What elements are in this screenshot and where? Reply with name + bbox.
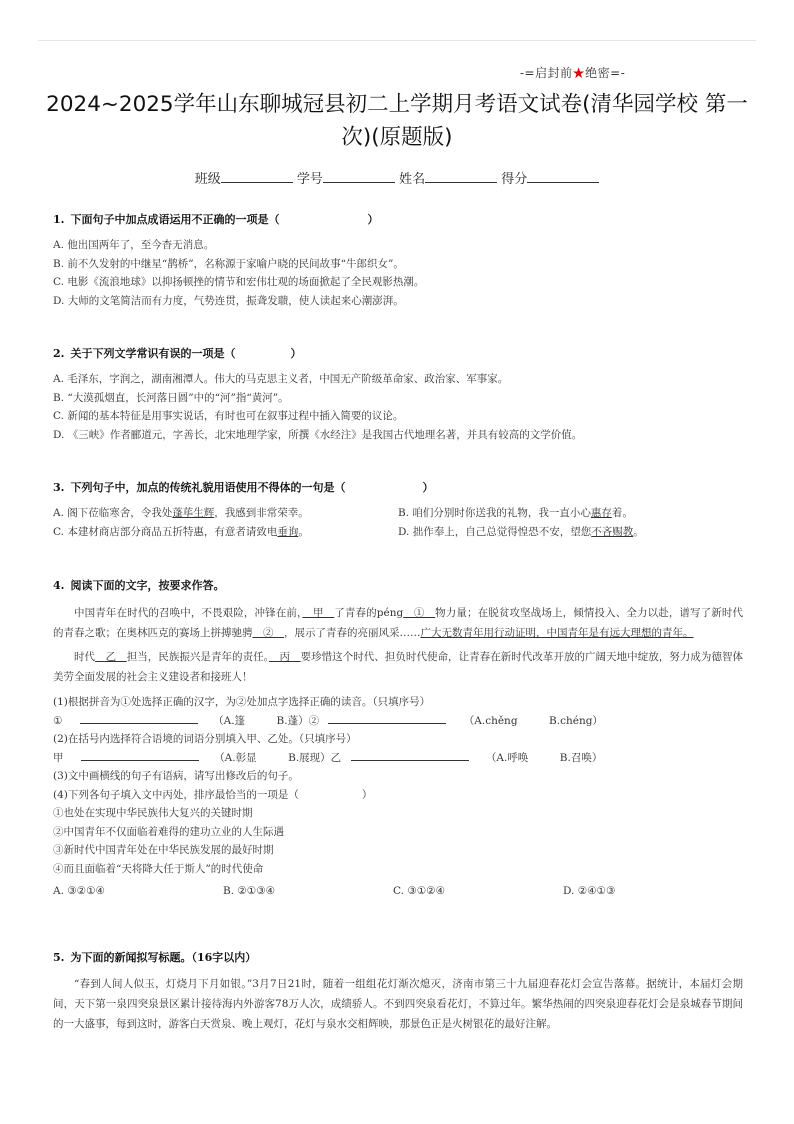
sentence-item-1: ①也处在实现中华民族伟大复兴的关键时期 (53, 807, 253, 819)
question-2 (53, 346, 743, 444)
student-id-label: 学号 (296, 172, 323, 187)
question-5-stem: 5. 为下面的新闻拟写标题。（16字以内） (53, 951, 257, 964)
question-2-option-c: C. 新闻的基本特征是用事实说话，有时也可在叙事过程中插入简要的议论。 (53, 410, 404, 422)
question-3-stem: 3. 下列句子中，加点的传统礼貌用语使用不得体的一句是（ ） (53, 481, 434, 494)
sub-question-2: (2)在括号内选择符合语境的词语分别填入甲、乙处。（只填序号） (53, 733, 357, 745)
sentence-item-3: ③新时代中国青年处在中华民族发展的最好时期 (53, 844, 274, 856)
choice-b[interactable]: B. ②①③④ (223, 885, 276, 897)
question-2-stem: 2. 关于下列文学常识有误的一项是（ ） (53, 347, 302, 360)
score-label: 得分 (501, 172, 528, 187)
question-1-option-c: C. 电影《流浪地球》以抑扬顿挫的情节和宏伟壮观的场面掀起了全民观影热潮。 (53, 276, 425, 288)
question-1-stem: 1. 下面句子中加点成语运用不正确的一项是（ ） (53, 213, 379, 226)
question-1-option-a: A. 他出国两年了，至今杳无消息。 (53, 239, 215, 251)
sentence-item-2: ②中国青年不仅面临着难得的建功立业的人生际遇 (53, 825, 284, 838)
question-4-stem: 4. 阅读下面的文字，按要求作答。 (53, 579, 225, 592)
sentence-item-4: ④而且面临着“天将降大任于斯人”的时代使命 (53, 862, 264, 875)
question-1-option-d: D. 大师的文笔简洁而有力度，气势连贯，振聋发聩，使人读起来心潮澎湃。 (53, 294, 404, 307)
student-info-row (0, 168, 794, 187)
question-3-option-d: D. 拙作奉上，自己总觉得惶恐不安，望您不吝赐教。 (398, 525, 644, 538)
answer-blank-jia[interactable] (81, 749, 199, 761)
sub-question-2-answers: 甲 （A.彰显 B.展现）乙 （A.呼唤 B.召唤） (53, 749, 743, 768)
class-label: 班级 (194, 172, 221, 187)
question-1-option-b: B. 前不久发射的中继星“鹊桥”，名称源于家喻户晓的民间故事“牛郎织女”。 (53, 257, 404, 270)
question-3 (53, 480, 743, 541)
name-field[interactable] (425, 169, 497, 183)
answer-blank-2[interactable] (328, 712, 446, 724)
sub-question-3: (3)文中画横线的句子有语病，请写出修改后的句子。 (53, 770, 299, 782)
answer-blank-1[interactable] (80, 712, 198, 724)
answer-blank-yi[interactable] (351, 749, 469, 761)
confidential-text-left: -=启封前 (520, 66, 573, 80)
question-4-passage-2: 时代 乙 担当，民族振兴是青年的责任。 丙 要珍惜这个时代、担负时代使命，让青春在新时代改革开放的广阔天地中绽放，努力成为德智体美劳全面发展的社会主义建设者和接班人！ (53, 651, 744, 683)
question-4-passage-1: 中国青年在时代的召唤中，不畏艰险，冲锋在前， 甲 了青春的péng ① 物力量；在脱贫攻坚战场上，倾情投入、全力以赴，谱写了新时代的青春之歌；在奥林匹克的赛场上拼搏驰骋 ② ，展示了青春的亮丽风采……广大无数青年用行动证明，中国青年是有远大理想的青年。 (53, 607, 744, 639)
title-line-1: 2024~2025学年山东聊城冠县初二上学期月考语文试卷(清华园学校 第一 (46, 92, 748, 117)
sub-question-4: (4)下列各句子填入文中丙处，排序最恰当的一项是（ ） (53, 788, 373, 801)
student-id-field[interactable] (323, 169, 395, 183)
choice-d[interactable]: D. ②④①③ (563, 885, 616, 897)
sub-question-1-answers: ① （A.篷 B.蓬）② （A.chěng B.chéng） (53, 712, 743, 731)
question-3-option-c: C. 本建材商店部分商品五折特惠，有意者请致电垂询。 (53, 525, 309, 538)
faulty-sentence: 广大无数青年用行动证明，中国青年是有远大理想的青年。 (420, 627, 694, 639)
title-line-2: 次)(原题版) (341, 125, 453, 150)
question-3-option-b: B. 咱们分别时你送我的礼物，我一直小心惠存着。 (398, 507, 633, 519)
top-divider (38, 40, 756, 41)
question-2-option-b: B. “大漠孤烟直，长河落日圆”中的“河”指“黄河”。 (53, 391, 289, 404)
name-label: 姓名 (399, 172, 426, 187)
question-2-option-d: D. 《三峡》作者郦道元，字善长，北宋地理学家，所撰《水经注》是我国古代地理名著，并具有较高的文学价值。 (53, 428, 583, 441)
question-5-news: “春到人间人似玉，灯烧月下月如银。”3月7日21时，随着一组组花灯渐次熄灭，济南市第三十九届迎春花灯会宣告落幕。据统计，本届灯会期间，天下第一泉四突泉景区累计接待海内外游客78万人次，成绩骄人。不到四突泉看花灯，不算过年。繁华热闹的四突泉迎春花灯会是泉城春节期间的一大盛事，每到这时，游客白天赏泉、晚上观灯，花灯与泉水交相辉映，那景色正是火树银花的最好注解。 (53, 978, 743, 1030)
question-4-choices (53, 882, 743, 900)
class-field[interactable] (221, 169, 293, 183)
confidential-text-right: 绝密=- (585, 66, 626, 80)
score-field[interactable] (527, 169, 599, 183)
confidential-mark (520, 64, 625, 81)
question-1 (53, 212, 743, 310)
choice-a[interactable]: A. ③②①④ (53, 885, 105, 897)
question-4 (53, 578, 743, 900)
choice-c[interactable]: C. ③①②④ (393, 885, 445, 897)
red-star-icon: ★ (572, 66, 586, 80)
sub-question-1: (1)根据拼音为①处选择正确的汉字，为②处加点字选择正确的读音。（只填序号） (53, 696, 431, 708)
question-3-option-a: A. 阁下莅临寒舍，令我处蓬荜生辉，我感到非常荣幸。 (53, 507, 309, 519)
question-2-option-a: A. 毛泽东，字润之，湖南湘潭人。伟大的马克思主义者，中国无产阶级革命家、政治家、军事家。 (53, 373, 509, 385)
question-5 (53, 950, 743, 1034)
page-title (40, 88, 754, 154)
